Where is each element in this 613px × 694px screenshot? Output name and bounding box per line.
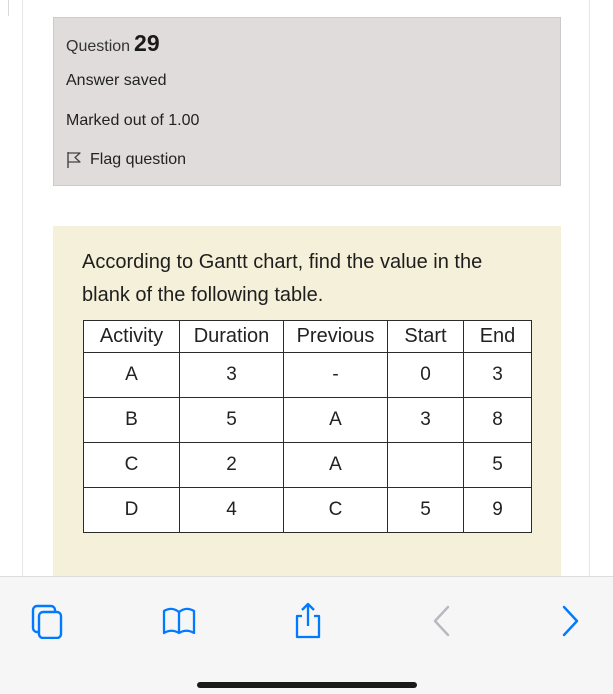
tabs-icon[interactable] — [30, 603, 66, 639]
header-previous: Previous — [284, 321, 388, 353]
flag-question-link[interactable] — [66, 151, 186, 169]
cell-activity: B — [84, 398, 180, 443]
page-border-right — [589, 0, 590, 576]
header-start: Start — [388, 321, 464, 353]
header-activity: Activity — [84, 321, 180, 353]
cell-previous: A — [284, 398, 388, 443]
cell-activity: D — [84, 488, 180, 533]
flag-question-label: Flag question — [90, 151, 187, 168]
bookmarks-icon[interactable] — [161, 603, 197, 639]
table-row — [84, 488, 532, 533]
question-prompt: According to Gantt chart, find the value in the blank of the following table. — [82, 251, 483, 306]
share-icon[interactable] — [290, 603, 326, 639]
cell-duration: 5 — [180, 398, 284, 443]
cell-start: 5 — [388, 488, 464, 533]
cell-end: 3 — [464, 353, 532, 398]
cell-activity: A — [84, 353, 180, 398]
table-row — [84, 443, 532, 488]
table-row — [84, 398, 532, 443]
gantt-table — [83, 320, 532, 533]
question-info-panel — [53, 17, 561, 186]
browser-toolbar — [0, 576, 613, 694]
flag-icon — [66, 151, 82, 169]
home-indicator — [197, 682, 417, 688]
cell-end: 9 — [464, 488, 532, 533]
cell-duration: 3 — [180, 353, 284, 398]
header-duration: Duration — [180, 321, 284, 353]
forward-icon[interactable] — [552, 603, 588, 639]
table-row — [84, 353, 532, 398]
header-end: End — [464, 321, 532, 353]
question-content-panel — [53, 226, 561, 578]
cell-previous: A — [284, 443, 388, 488]
cell-previous: C — [284, 488, 388, 533]
scroll-edge-marker — [8, 0, 9, 16]
question-label: Question — [66, 38, 131, 55]
cell-end: 5 — [464, 443, 532, 488]
table-header-row — [84, 321, 532, 353]
question-number: 29 — [134, 30, 160, 56]
cell-end: 8 — [464, 398, 532, 443]
answer-status: Answer saved — [66, 72, 167, 89]
marks-info: Marked out of 1.00 — [66, 112, 200, 129]
cell-start: 3 — [388, 398, 464, 443]
page-border-left — [22, 0, 23, 576]
cell-duration: 2 — [180, 443, 284, 488]
cell-start-blank — [388, 443, 464, 488]
cell-activity: C — [84, 443, 180, 488]
question-heading — [66, 30, 160, 57]
cell-duration: 4 — [180, 488, 284, 533]
cell-previous: - — [284, 353, 388, 398]
back-icon[interactable] — [424, 603, 460, 639]
cell-start: 0 — [388, 353, 464, 398]
